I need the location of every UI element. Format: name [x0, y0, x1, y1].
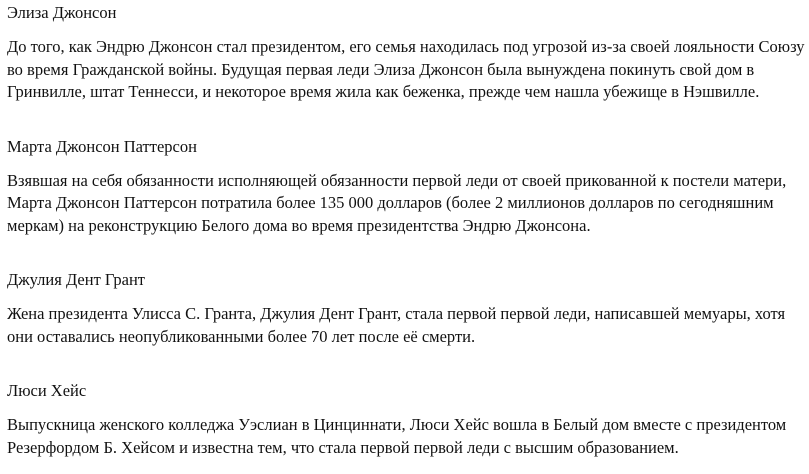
spacer — [7, 348, 807, 378]
entry-title: Люси Хейс — [7, 381, 87, 400]
entry-title: Марта Джонсон Паттерсон — [7, 136, 197, 156]
entry-lucy-hayes — [7, 378, 807, 459]
entry-julia-dent-grant — [7, 267, 807, 348]
spacer — [7, 104, 807, 134]
entry-title: Джулия Дент Грант — [7, 270, 146, 289]
entry-body: Взявшая на себя обязанности исполняющей обязанности первой леди от своей прикованной к постели матери, Марта Джонсон Паттерсон потратила более 135 000 долларов (более 2 миллионов долларов по сегодняшним меркам) на реконструкцию Белого дома во время президентства Эндрю Джонсона. — [7, 170, 787, 235]
spacer — [7, 237, 807, 267]
entry-martha-johnson-patterson — [7, 134, 807, 238]
entry-title: Элиза Джонсон — [7, 3, 117, 22]
entry-body: Жена президента Улисса С. Гранта, Джулия Дент Грант, стала первой первой леди, написавшей мемуары, хотя они оставались неопубликованными более 70 лет после её смерти. — [7, 304, 786, 346]
entry-body: Выпускница женского колледжа Уэслиан в Цинциннати, Люси Хейс вошла в Белый дом вместе с президентом Резерфордом Б. Хейсом и известна тем, что стала первой первой леди с высшим образованием. — [7, 415, 787, 457]
article-content — [7, 0, 807, 459]
entry-body: До того, как Эндрю Джонсон стал президентом, его семья находилась под угрозой из-за своей лояльности Союзу во время Гражданской войны. Будущая первая леди Элиза Джонсон была вынуждена покинуть свой дом в Гринвилле, штат Теннесси, и некоторое время жила как беженка, прежде чем нашла убежище в Нэшвилле. — [7, 37, 805, 101]
entry-eliza-johnson — [7, 0, 807, 104]
